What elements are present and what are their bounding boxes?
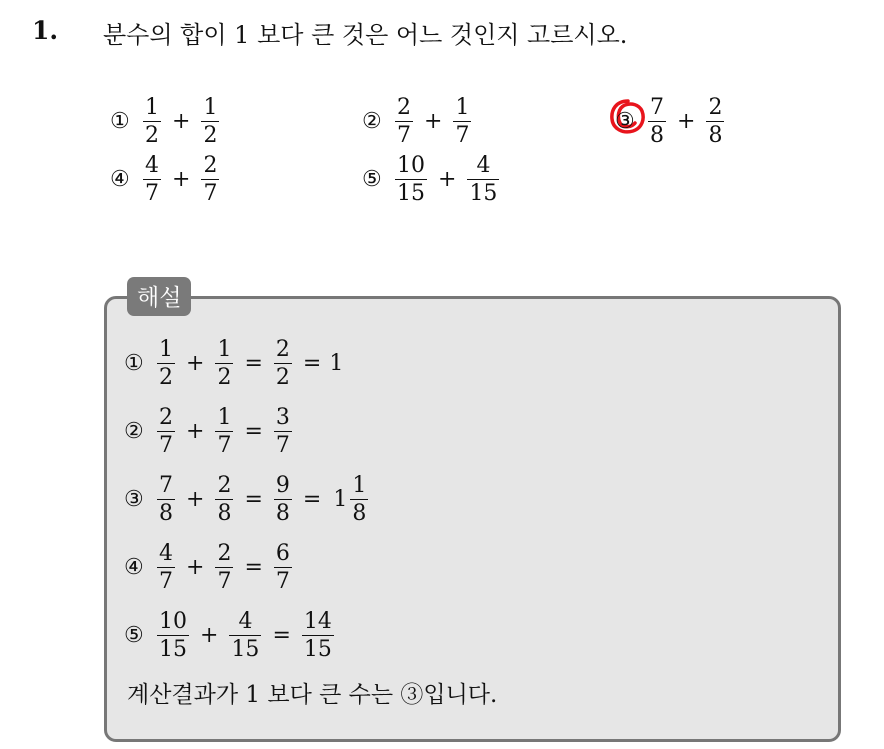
fraction: $\frac{4}{7}$ [159, 541, 173, 594]
option-3[interactable] [615, 94, 727, 149]
fraction: $\frac{2}{7}$ [217, 541, 232, 594]
solution-3-mark: ③ [124, 487, 144, 512]
option-1[interactable] [110, 94, 222, 149]
equals-sign: = [272, 623, 291, 648]
option-3-fraction-b: $\frac{2}{8}$ [708, 95, 723, 148]
fraction: $\frac{1}{2}$ [159, 337, 173, 390]
fraction: $\frac{14}{15}$ [303, 609, 332, 662]
solution-4-mark: ④ [124, 555, 144, 580]
result-value: 1 [329, 351, 344, 376]
option-2-mark: ② [362, 109, 382, 134]
plus-sign: + [424, 109, 443, 134]
solution-tag: 해설 [127, 277, 191, 316]
option-5-fraction-a: $\frac{10}{15}$ [397, 153, 425, 206]
equals-sign: = [244, 419, 263, 444]
plus-sign: + [438, 167, 457, 192]
option-3-mark: ③ [615, 109, 635, 134]
solution-1-mark: ① [124, 351, 144, 376]
plus-sign: + [677, 109, 696, 134]
solution-line-4 [124, 540, 295, 595]
fraction: $\frac{9}{8}$ [275, 473, 290, 526]
option-2-fraction-b: $\frac{1}{7}$ [455, 95, 470, 148]
solution-line-3 [124, 472, 371, 527]
fraction: $\frac{7}{8}$ [159, 473, 173, 526]
equals-sign: = [244, 555, 263, 580]
option-3-selected-marker [615, 109, 645, 134]
option-5-mark: ⑤ [362, 167, 382, 192]
fraction: $\frac{2}{7}$ [159, 405, 173, 458]
solution-line-2 [124, 404, 295, 459]
equals-sign: = [244, 487, 263, 512]
plus-sign: + [172, 167, 191, 192]
fraction: $\frac{1}{7}$ [217, 405, 232, 458]
plus-sign: + [200, 623, 219, 648]
plus-sign: + [186, 351, 205, 376]
equals-sign: = [244, 351, 263, 376]
plus-sign: + [172, 109, 191, 134]
solution-5-mark: ⑤ [124, 623, 144, 648]
option-4-fraction-a: $\frac{4}{7}$ [145, 153, 159, 206]
option-4-mark: ④ [110, 167, 130, 192]
option-1-mark: ① [110, 109, 130, 134]
fraction: $\frac{1}{8}$ [352, 473, 367, 526]
option-1-fraction-b: $\frac{1}{2}$ [203, 95, 218, 148]
equals-sign: = [302, 487, 322, 512]
fraction: $\frac{6}{7}$ [275, 541, 290, 594]
solution-line-5 [124, 608, 337, 663]
option-3-fraction-a: $\frac{7}{8}$ [650, 95, 664, 148]
fraction: $\frac{10}{15}$ [159, 609, 187, 662]
fraction: $\frac{2}{8}$ [217, 473, 232, 526]
solution-2-mark: ② [124, 419, 144, 444]
equals-sign: = [302, 351, 322, 376]
question-text: 분수의 합이 1 보다 큰 것은 어느 것인지 고르시오. [103, 21, 628, 49]
solution-line-1 [124, 336, 343, 391]
fraction: $\frac{1}{2}$ [217, 337, 232, 390]
fraction: $\frac{4}{15}$ [231, 609, 260, 662]
option-1-fraction-a: $\frac{1}{2}$ [145, 95, 159, 148]
option-5[interactable] [362, 152, 502, 207]
option-4[interactable] [110, 152, 222, 207]
option-5-fraction-b: $\frac{4}{15}$ [469, 153, 498, 206]
option-2-fraction-a: $\frac{2}{7}$ [397, 95, 411, 148]
solution-conclusion: 계산결과가 1 보다 큰 수는 ③입니다. [127, 682, 498, 708]
mixed-whole: 1 [333, 487, 348, 512]
option-4-fraction-b: $\frac{2}{7}$ [203, 153, 218, 206]
question-number: 1. [32, 16, 59, 45]
fraction: $\frac{3}{7}$ [275, 405, 290, 458]
fraction: $\frac{2}{2}$ [275, 337, 290, 390]
plus-sign: + [186, 555, 205, 580]
plus-sign: + [186, 487, 205, 512]
option-2[interactable] [362, 94, 474, 149]
plus-sign: + [186, 419, 205, 444]
